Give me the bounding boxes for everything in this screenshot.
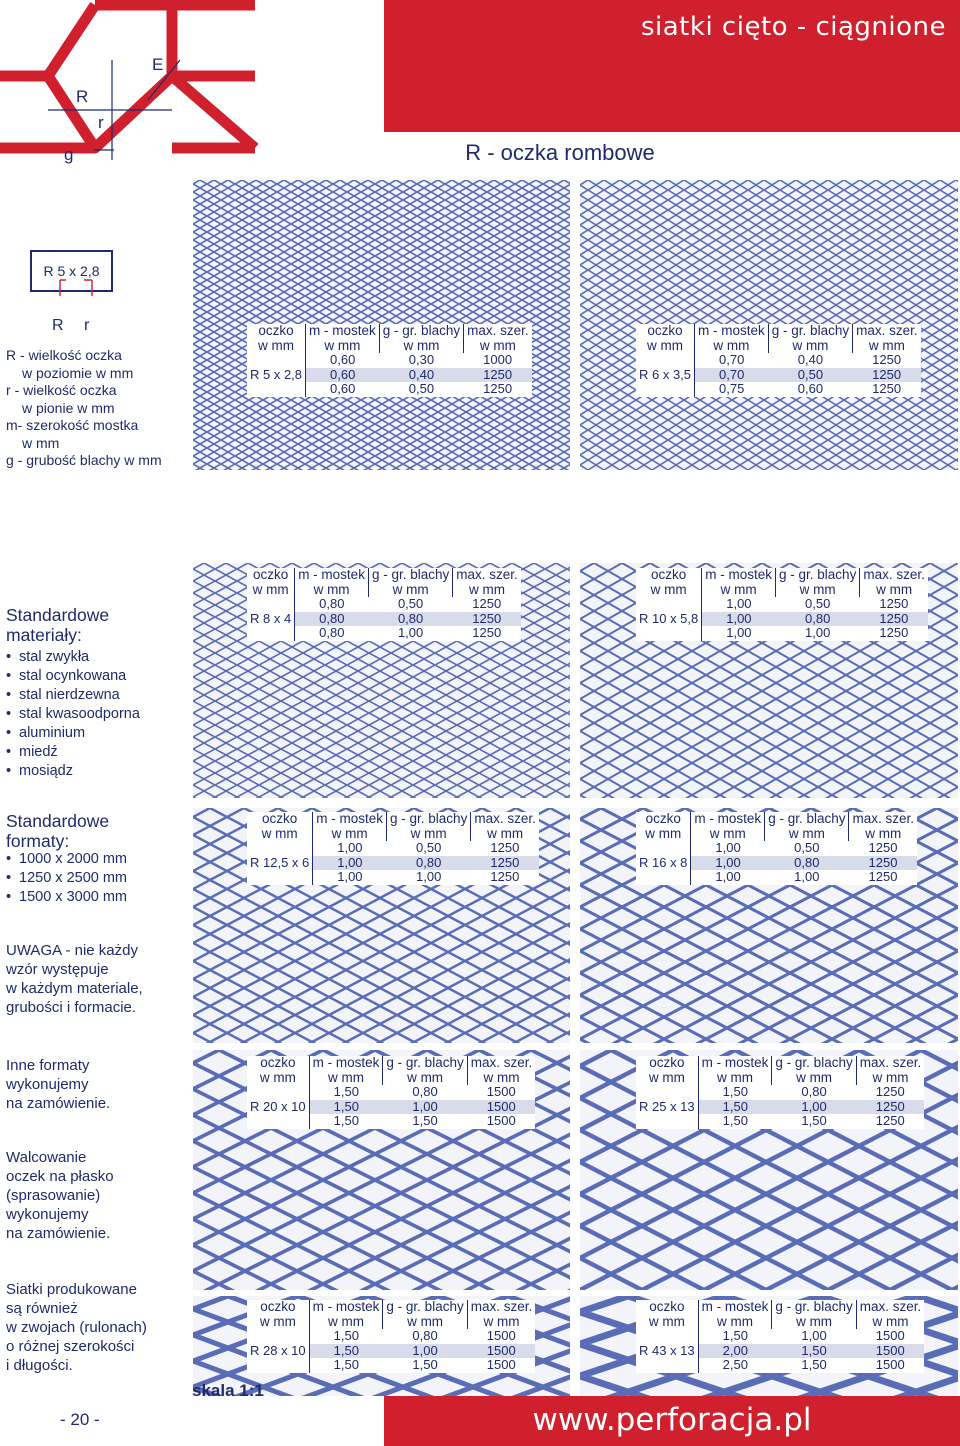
cell-grubosc: 1,50 [801,1113,827,1128]
col-header: g - gr. blachy w mm [772,1300,856,1329]
table-row [247,1329,535,1344]
col-header: oczko w mm [259,1055,296,1085]
table-row [636,1085,924,1100]
cell-mostek: 1,00 [726,625,752,640]
col-header: m - mostek w mm [702,568,776,597]
table-row [247,841,539,856]
cell-mostek: 0,60 [330,352,356,367]
col-header: oczko w mm [648,1055,685,1085]
col-header: m - mostek w mm [313,812,387,841]
cell-mostek: 1,00 [337,869,363,884]
footer-banner [384,1396,960,1446]
cell-mostek: 1,00 [691,856,765,871]
cell-szerokosc: 1250 [860,612,928,627]
col-header: g - gr. blachy w mm [765,812,849,841]
col-header: max. szer. w mm [467,1300,535,1329]
cell-szerokosc: 1250 [875,1084,905,1099]
diagram-label-g: g [64,145,74,164]
col-header: m - mostek w mm [306,324,380,353]
product-code: R 8 x 4 [247,597,295,641]
cell-grubosc: 0,80 [387,856,471,871]
cell-grubosc: 1,50 [412,1113,438,1128]
cell-grubosc: 0,80 [765,856,849,871]
diagram-label-R: R [76,87,89,106]
cell-grubosc: 1,50 [801,1357,827,1372]
cell-grubosc: 0,50 [408,381,435,396]
spec-table [247,812,539,885]
diagram-label-E: E [152,55,164,74]
product-code: R 6 x 3,5 [636,353,695,397]
cell-szerokosc: 1250 [868,840,898,855]
note-uwaga: UWAGA - nie każdy wzór występuje w każdym materiale, grubości i formacie. [6,942,143,1016]
formats-list [6,850,127,907]
spec-table [247,1056,535,1129]
cell-szerokosc: 1500 [875,1357,905,1372]
cell-szerokosc: 1500 [486,1357,516,1372]
product-code: R 20 x 10 [247,1085,309,1129]
product-code: R 28 x 10 [247,1329,309,1373]
col-header: max. szer. w mm [453,568,521,597]
website-url[interactable]: www.perforacja.pl [532,1402,812,1438]
cell-szerokosc: 1500 [486,1084,516,1099]
product-code: R 16 x 8 [636,841,691,885]
col-header: max. szer. w mm [860,568,928,597]
cell-szerokosc: 1000 [483,352,513,367]
cell-szerokosc: 1250 [453,612,521,627]
cell-grubosc: 1,00 [383,1100,467,1115]
cell-grubosc: 0,80 [412,1328,438,1343]
cell-mostek: 0,60 [330,381,356,396]
col-header: oczko w mm [650,567,687,597]
cell-grubosc: 0,40 [379,368,463,383]
cell-szerokosc: 1250 [849,856,917,871]
cell-szerokosc: 1250 [875,1113,905,1128]
section-subtitle: R - oczka rombowe [465,140,655,165]
scale-label: skala 1:1 [192,1381,264,1400]
cell-grubosc: 1,00 [416,869,442,884]
product-code: R 5 x 2,8 [247,353,306,397]
cell-szerokosc: 1500 [467,1100,535,1115]
list-item: • 1500 x 3000 mm [6,888,127,907]
table-row [247,1085,535,1100]
cell-szerokosc: 1500 [856,1344,924,1359]
cell-mostek: 1,50 [722,1328,748,1343]
page-title: siatki cięto - ciągnione [640,12,946,42]
cell-grubosc: 1,00 [772,1100,856,1115]
table-row [636,353,921,368]
header-banner [384,0,960,132]
note-walcowanie: Walcowanie oczek na płasko (sprasowanie) wykonujemy na zamówienie. [6,1149,114,1242]
col-header: max. szer. w mm [467,1056,535,1085]
legend-item: m- szerokość mostka [6,417,139,433]
cell-mostek: 0,75 [719,381,745,396]
table-row [636,841,917,856]
list-item: • 1000 x 2000 mm [6,850,127,869]
cell-grubosc: 0,80 [368,612,452,627]
cell-mostek: 0,80 [295,612,369,627]
col-header: m - mostek w mm [695,324,769,353]
legend-item: w poziomie w mm [22,364,134,381]
cell-mostek: 2,50 [722,1357,748,1372]
example-code: R 5 x 2,8 [43,263,100,279]
cell-mostek: 1,50 [698,1100,772,1115]
col-header: oczko w mm [647,323,684,353]
col-header: g - gr. blachy w mm [387,812,471,841]
product-code: R 10 x 5,8 [636,597,702,641]
list-item: • miedź [6,743,140,762]
cell-mostek: 1,50 [333,1084,359,1099]
cell-mostek: 1,50 [722,1084,748,1099]
legend-item: g - grubość blachy w mm [6,452,162,468]
cell-grubosc: 1,00 [801,1328,827,1343]
cell-mostek: 1,50 [333,1113,359,1128]
cell-grubosc: 0,50 [768,368,852,383]
cell-mostek: 1,00 [702,612,776,627]
cell-mostek: 1,00 [715,869,741,884]
legend-item: w pionie w mm [22,399,115,416]
col-header: g - gr. blachy w mm [776,568,860,597]
col-header: g - gr. blachy w mm [383,1300,467,1329]
cell-szerokosc: 1250 [853,368,921,383]
cell-grubosc: 0,50 [794,840,820,855]
example-pointer-lines [52,276,112,316]
cell-mostek: 1,50 [333,1328,359,1343]
cell-szerokosc: 1500 [486,1113,516,1128]
note-zwoje: Siatki produkowane są również w zwojach (rulonach) o różnej szerokości i długości. [6,1281,147,1374]
col-header: max. szer. w mm [849,812,917,841]
cell-szerokosc: 1250 [472,625,502,640]
cell-grubosc: 0,30 [408,352,435,367]
cell-grubosc: 0,40 [797,352,824,367]
cell-szerokosc: 1250 [856,1100,924,1115]
spec-table [247,1300,535,1373]
col-header: max. szer. w mm [853,324,921,353]
table-row [247,353,532,368]
cell-szerokosc: 1250 [872,381,902,396]
table-row [636,1329,924,1344]
cell-mostek: 0,80 [319,625,345,640]
col-header: max. szer. w mm [464,324,532,353]
cell-szerokosc: 1250 [490,869,520,884]
cell-szerokosc: 1500 [875,1328,905,1343]
col-header: g - gr. blachy w mm [772,1056,856,1085]
spec-table [636,1056,924,1129]
cell-mostek: 1,50 [333,1357,359,1372]
cell-mostek: 0,60 [306,368,380,383]
spec-table [247,324,532,397]
col-header: m - mostek w mm [309,1056,383,1085]
cell-mostek: 0,70 [719,352,745,367]
cell-grubosc: 1,00 [397,625,424,640]
cell-mostek: 1,50 [309,1344,383,1359]
cell-grubosc: 1,00 [383,1344,467,1359]
col-header: m - mostek w mm [698,1300,772,1329]
materials-list [6,648,140,781]
cell-szerokosc: 1500 [486,1328,516,1343]
col-header: oczko w mm [259,1299,296,1329]
spec-table [636,568,928,641]
product-code: R 43 x 13 [636,1329,698,1373]
list-item: • stal kwasoodporna [6,705,140,724]
rhombus-diagram [0,0,260,170]
col-header: m - mostek w mm [691,812,765,841]
example-label-r: r [84,317,90,334]
formats-heading: Standardowe formaty: [6,811,110,851]
cell-szerokosc: 1250 [879,625,909,640]
cell-grubosc: 0,80 [412,1084,438,1099]
col-header: max. szer. w mm [471,812,539,841]
materials-heading: Standardowe materiały: [6,605,110,645]
cell-grubosc: 0,60 [797,381,824,396]
note-inne-formaty: Inne formaty wykonujemy na zamówienie. [6,1057,111,1112]
col-header: g - gr. blachy w mm [768,324,852,353]
spec-table [247,568,521,641]
cell-szerokosc: 1250 [472,596,502,611]
cell-mostek: 1,50 [309,1100,383,1115]
cell-grubosc: 1,00 [805,625,831,640]
spec-table [636,812,917,885]
cell-grubosc: 0,80 [776,612,860,627]
cell-szerokosc: 1250 [490,840,520,855]
list-item: • 1250 x 2500 mm [6,869,127,888]
cell-szerokosc: 1250 [879,596,909,611]
col-header: m - mostek w mm [295,568,369,597]
cell-mostek: 0,70 [695,368,769,383]
cell-grubosc: 0,50 [397,596,424,611]
cell-mostek: 1,00 [726,596,752,611]
cell-szerokosc: 1500 [467,1344,535,1359]
col-header: g - gr. blachy w mm [368,568,452,597]
col-header: oczko w mm [261,811,298,841]
list-item: • stal ocynkowana [6,667,140,686]
cell-szerokosc: 1250 [483,381,513,396]
cell-grubosc: 0,50 [805,596,831,611]
product-code: R 12,5 x 6 [247,841,313,885]
list-item: • stal zwykła [6,648,140,667]
col-header: max. szer. w mm [856,1056,924,1085]
page-number: - 20 - [60,1410,100,1429]
legend-item: r - wielkość oczka [6,382,117,398]
cell-mostek: 1,00 [337,840,363,855]
col-header: oczko w mm [645,811,682,841]
cell-szerokosc: 1250 [464,368,532,383]
col-header: g - gr. blachy w mm [379,324,463,353]
col-header: oczko w mm [258,323,295,353]
cell-mostek: 0,80 [319,596,345,611]
col-header: m - mostek w mm [309,1300,383,1329]
cell-mostek: 1,00 [313,856,387,871]
col-header: m - mostek w mm [698,1056,772,1085]
cell-szerokosc: 1250 [471,856,539,871]
spec-table [636,1300,924,1373]
cell-grubosc: 1,50 [412,1357,438,1372]
cell-mostek: 2,00 [698,1344,772,1359]
list-item: • mosiądz [6,762,140,781]
cell-grubosc: 1,50 [772,1344,856,1359]
col-header: max. szer. w mm [856,1300,924,1329]
list-item: • aluminium [6,724,140,743]
legend [6,347,162,470]
cell-mostek: 1,00 [715,840,741,855]
diagram-label-r: r [98,113,104,132]
legend-item: R - wielkość oczka [6,347,122,363]
table-row [247,597,521,612]
cell-szerokosc: 1250 [872,352,902,367]
col-header: oczko w mm [252,567,289,597]
cell-szerokosc: 1250 [868,869,898,884]
col-header: g - gr. blachy w mm [383,1056,467,1085]
table-row [636,597,928,612]
cell-grubosc: 1,00 [794,869,820,884]
spec-table [636,324,921,397]
cell-mostek: 1,50 [722,1113,748,1128]
cell-grubosc: 0,80 [801,1084,827,1099]
list-item: • stal nierdzewna [6,686,140,705]
cell-grubosc: 0,50 [416,840,442,855]
example-label-R: R [52,317,64,334]
col-header: oczko w mm [648,1299,685,1329]
legend-item: w mm [22,434,60,451]
product-code: R 25 x 13 [636,1085,698,1129]
